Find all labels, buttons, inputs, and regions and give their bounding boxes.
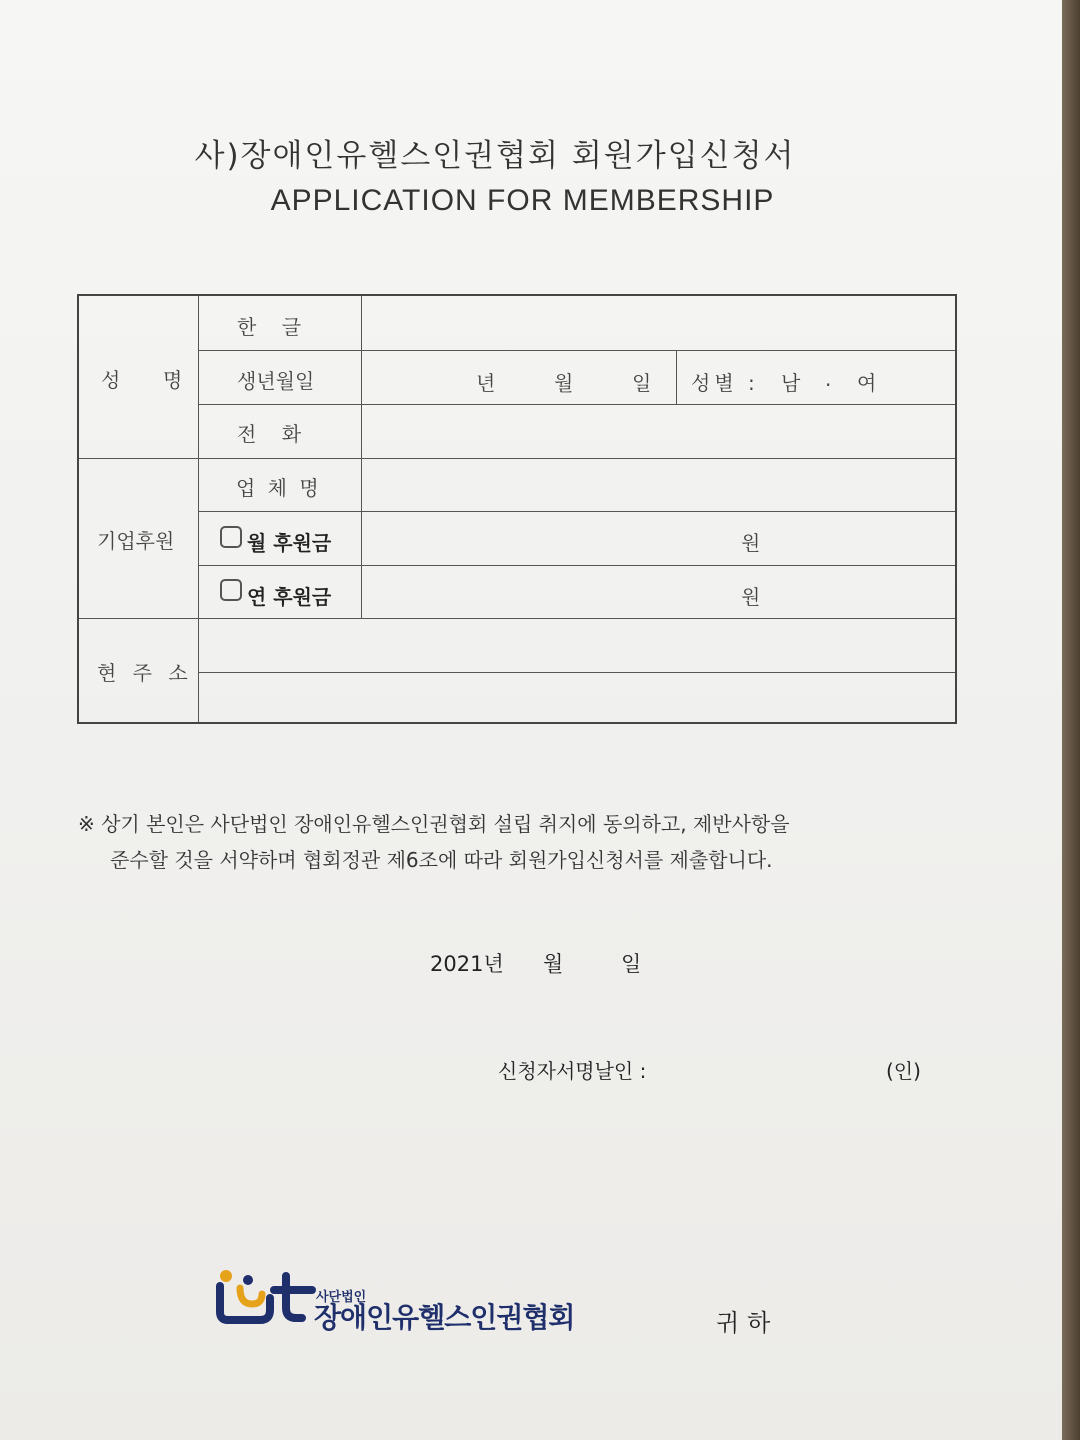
- company-name-label: 업 체 명: [236, 476, 322, 500]
- phone-label: 전 화: [237, 422, 302, 446]
- table-divider: [198, 511, 955, 512]
- applicant-signature-label: 신청자서명날인 :: [498, 1059, 647, 1083]
- monthly-donation-checkbox[interactable]: [220, 526, 242, 548]
- address-field-line1[interactable]: [200, 620, 954, 671]
- consent-notice-line2: 준수할 것을 서약하며 협회정관 제6조에 따라 회원가입신청서를 제출합니다.: [110, 848, 773, 872]
- signature-field[interactable]: [690, 1055, 870, 1083]
- table-divider: [198, 672, 955, 673]
- date-year: 2021년: [430, 952, 504, 976]
- hangul-name-label: 한 글: [237, 315, 302, 339]
- table-divider: [198, 404, 955, 405]
- table-divider: [79, 458, 955, 459]
- membership-form-table: [77, 294, 957, 724]
- form-title-english: APPLICATION FOR MEMBERSHIP: [270, 184, 775, 217]
- birth-date-label: 생년월일: [237, 369, 315, 393]
- birth-month-label: 월: [554, 371, 574, 395]
- logo-name: 장애인유헬스인권협회: [314, 1301, 575, 1334]
- consent-notice: [78, 806, 790, 878]
- logo-subtitle: 사단법인: [316, 1290, 367, 1305]
- table-divider: [198, 565, 955, 566]
- address-field-line2[interactable]: [200, 674, 954, 720]
- address-section-label: 현 주 소: [97, 661, 193, 685]
- addressee-honorific: 귀하: [716, 1309, 779, 1337]
- table-divider: [198, 350, 955, 351]
- table-divider: [198, 296, 199, 722]
- yearly-donation-label: 연 후원금: [247, 585, 332, 609]
- consent-notice-line1: ※ 상기 본인은 사단법인 장애인유헬스인권협회 설립 취지에 동의하고, 제반사항을: [78, 812, 790, 836]
- phone-field[interactable]: [363, 406, 953, 456]
- company-name-field[interactable]: [363, 460, 953, 510]
- monthly-donation-label: 월 후원금: [247, 531, 332, 555]
- birth-day-label: 일: [632, 371, 652, 395]
- gender-female-option[interactable]: 여: [857, 371, 877, 395]
- table-surface-edge: [1062, 0, 1080, 1440]
- hangul-name-field[interactable]: [363, 297, 953, 349]
- table-divider: [79, 618, 955, 619]
- gender-male-option[interactable]: 남: [781, 371, 801, 395]
- gender-separator: .: [825, 367, 832, 391]
- form-title-korean: 사)장애인유헬스인권협회 회원가입신청서: [194, 138, 796, 174]
- seal-label: (인): [886, 1059, 921, 1083]
- monthly-won-label: 원: [741, 531, 761, 555]
- corporate-section-label: 기업후원: [97, 529, 175, 553]
- gender-label: 성별 :: [691, 371, 759, 395]
- name-section-label: 성 명: [101, 368, 193, 392]
- date-day: 일: [621, 952, 642, 976]
- table-divider: [676, 350, 677, 404]
- yearly-won-label: 원: [741, 585, 761, 609]
- date-month: 월: [543, 952, 564, 976]
- association-logo: [216, 1268, 686, 1334]
- logo-emblem-icon: [216, 1268, 316, 1328]
- table-divider: [361, 296, 362, 618]
- yearly-donation-checkbox[interactable]: [220, 579, 242, 601]
- birth-year-label: 년: [476, 371, 496, 395]
